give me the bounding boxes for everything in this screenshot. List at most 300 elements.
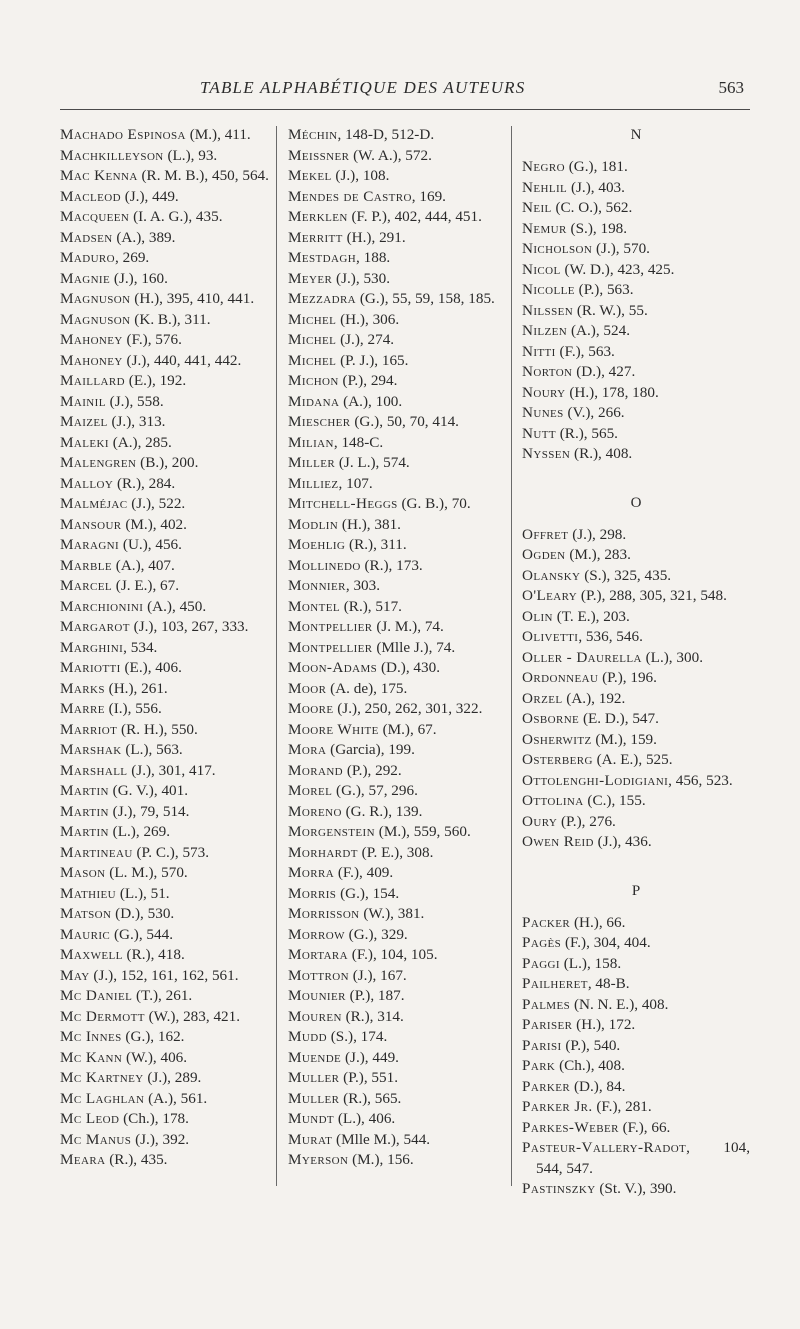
entry-line: Nehlil (J.), 403. <box>522 178 625 196</box>
entry-line: Mc Dermott (W.), 283, <box>60 1007 210 1025</box>
author-name: Marshak <box>60 741 122 758</box>
index-entry <box>60 556 272 577</box>
entry-line: Machado Espinosa (M.), <box>60 126 221 143</box>
index-entry <box>60 1027 272 1048</box>
entry-line: Milliez, 107. <box>288 474 373 492</box>
author-name: Packer <box>522 913 571 931</box>
entry-line: 104, 544, 547. <box>536 1139 750 1177</box>
entry-line: Mc Manus (J.), 392. <box>60 1130 190 1148</box>
index-entry <box>60 146 272 167</box>
entry-line: Moore White (M.), 67. <box>288 720 437 738</box>
section-gap <box>522 145 750 157</box>
entry-line: Moreno (G. R.), 139. <box>288 802 423 820</box>
index-entry <box>288 392 506 413</box>
author-name: Nilzen <box>522 322 568 339</box>
index-entry <box>522 342 750 363</box>
index-entry <box>60 740 272 761</box>
author-name: Nitti <box>522 342 556 360</box>
entry-line: Morel (G.), 57, 296. <box>288 782 418 799</box>
entry-line: 561. <box>211 966 239 984</box>
index-entry <box>288 330 506 351</box>
index-entry <box>60 515 272 536</box>
author-name: Paggi <box>522 954 560 972</box>
author-name: Parker Jr. <box>522 1098 593 1115</box>
author-name: Muller <box>288 1069 340 1086</box>
index-entry <box>522 689 750 710</box>
entry-line: Miller (J. L.), 574. <box>288 454 410 471</box>
author-name: Milliez <box>288 474 339 492</box>
author-name: Parkes-Weber <box>522 1118 619 1136</box>
entry-line: Mc Leod (Ch.), 178. <box>60 1110 189 1127</box>
entry-line: 523. <box>706 771 733 789</box>
author-name: Martin <box>60 802 109 820</box>
author-name: Moore <box>288 700 334 717</box>
entry-line: Meyer (J.), 530. <box>288 269 391 287</box>
author-name: Matson <box>60 905 112 922</box>
entry-line: Macqueen (I. A. G.), 435. <box>60 208 223 225</box>
entry-line: Miescher (G.), 50, 70, <box>288 413 429 430</box>
author-name: Meara <box>60 1151 106 1168</box>
entry-line: Parisi (P.), 540. <box>522 1036 621 1054</box>
author-name: Nicholson <box>522 240 593 257</box>
index-entry <box>288 228 506 249</box>
index-entry <box>60 658 272 679</box>
author-name: Nilssen <box>522 301 574 319</box>
index-entry <box>60 679 272 700</box>
author-name: Oller - Daurella <box>522 648 642 666</box>
entry-line: Montel (R.), 517. <box>288 597 402 615</box>
author-name: Marchionini <box>60 597 144 615</box>
entry-line: Osherwitz (M.), 159. <box>522 730 657 748</box>
entry-line: Maleki (A.), 285. <box>60 433 172 451</box>
author-name: Osborne <box>522 710 580 727</box>
index-entry <box>288 269 506 290</box>
entry-line: 321, 548. <box>669 587 727 604</box>
index-entry <box>60 617 272 638</box>
author-name: Maduro <box>60 249 116 266</box>
author-name: Osterberg <box>522 751 593 768</box>
entry-line: 300. <box>676 648 703 666</box>
index-entry <box>288 1048 506 1069</box>
index-entry <box>288 904 506 925</box>
index-entry <box>288 1068 506 1089</box>
index-entry <box>522 239 750 260</box>
index-entry <box>288 556 506 577</box>
author-name: Morhardt <box>288 843 358 861</box>
author-name: Mason <box>60 864 106 881</box>
author-name: Montpellier <box>288 638 373 656</box>
author-name: Maleki <box>60 433 109 451</box>
entry-line: Marks (H.), 261. <box>60 679 168 697</box>
author-name: Martineau <box>60 843 133 861</box>
entry-line: Magnie (J.), 160. <box>60 269 168 287</box>
author-name: Mauric <box>60 925 111 943</box>
index-entry <box>288 986 506 1007</box>
author-name: Mc Manus <box>60 1130 132 1148</box>
entry-line: Mc Kann (W.), 406. <box>60 1048 188 1066</box>
index-entry <box>522 1138 750 1179</box>
entry-line: May (J.), 152, 161, 162, <box>60 966 209 984</box>
entry-line: Ottolina (C.), 155. <box>522 792 646 809</box>
entry-line: Mansour (M.), 402. <box>60 515 187 533</box>
index-entry <box>522 178 750 199</box>
column-divider-2 <box>511 126 512 1186</box>
section-gap <box>522 853 750 881</box>
entry-line: Oller - Daurella (L.), <box>522 648 673 666</box>
author-name: Mc Daniel <box>60 987 133 1004</box>
entry-line: Osterberg (A. E.), 525. <box>522 751 673 768</box>
entry-line: Margarot (J.), 103, 267, <box>60 618 219 635</box>
index-entry <box>288 597 506 618</box>
index-entry <box>60 269 272 290</box>
author-name: Magnuson <box>60 310 131 328</box>
author-name: Martin <box>60 782 109 799</box>
section-letter: P <box>631 882 641 899</box>
index-entry <box>522 383 750 404</box>
author-name: Mariotti <box>60 659 121 676</box>
index-entry <box>60 228 272 249</box>
entry-line: 451. <box>455 208 482 225</box>
entry-line: Mestdagh, 188. <box>288 249 391 266</box>
index-entry <box>522 812 750 833</box>
index-entry <box>288 371 506 392</box>
author-name: Machado Espinosa <box>60 126 186 143</box>
author-name: Morra <box>288 864 335 881</box>
index-entry <box>60 187 272 208</box>
index-entry <box>288 1007 506 1028</box>
entry-line: Ottolenghi-Lodigiani, 456, <box>522 771 703 789</box>
index-entry <box>288 289 506 310</box>
author-name: Nutt <box>522 424 556 442</box>
index-entry <box>288 802 506 823</box>
entry-line: Michel (H.), 306. <box>288 310 400 328</box>
author-name: Nicolle <box>522 281 575 298</box>
author-name: Merklen <box>288 208 348 225</box>
section-gap <box>522 465 750 493</box>
entry-line: Nicholson (J.), 570. <box>522 240 650 257</box>
entry-line: 450, 564. <box>211 167 269 184</box>
section-letter: N <box>630 127 642 143</box>
author-name: Pastinszky <box>522 1180 596 1197</box>
index-entry <box>60 720 272 741</box>
entry-line: Morrow (G.), 329. <box>288 925 408 943</box>
entry-line: Mathieu (L.), 51. <box>60 884 170 902</box>
entry-line: Mundt (L.), 406. <box>288 1110 396 1127</box>
entry-line: Moore (J.), 250, 262, 301, <box>288 700 452 717</box>
index-entry <box>288 617 506 638</box>
author-name: Michon <box>288 372 339 389</box>
index-entry <box>60 699 272 720</box>
entry-line: Oury (P.), 276. <box>522 812 616 830</box>
author-name: Mendes de Castro <box>288 187 412 205</box>
index-entry <box>288 699 506 720</box>
index-entry <box>522 995 750 1016</box>
header-title: TABLE ALPHABÉTIQUE DES AUTEURS <box>200 78 526 97</box>
entry-line: Magnuson (K. B.), 311. <box>60 310 211 328</box>
entry-line: Marcel (J. E.), 67. <box>60 577 180 594</box>
entry-line: Montpellier (Mlle J.), 74. <box>288 638 456 656</box>
entry-line: Mudd (S.), 174. <box>288 1028 388 1045</box>
index-entry <box>288 494 506 515</box>
entry-line: Mauric (G.), 544. <box>60 925 173 943</box>
entry-line: Magnuson (H.), 395, 410, <box>60 290 224 307</box>
index-entry <box>522 1015 750 1036</box>
author-name: Owen Reid <box>522 833 594 850</box>
index-entry <box>522 260 750 281</box>
author-name: Mainil <box>60 392 106 410</box>
author-name: Martin <box>60 823 109 840</box>
entry-line: Malméjac (J.), 522. <box>60 495 186 512</box>
entry-line: Park (Ch.), 408. <box>522 1057 625 1074</box>
running-header <box>60 78 748 104</box>
entry-line: Midana (A.), 100. <box>288 392 403 410</box>
entry-line: Meara (R.), 435. <box>60 1151 168 1168</box>
entry-line: Mc Laghlan (A.), 561. <box>60 1089 208 1107</box>
entry-line: Maragni (U.), 456. <box>60 536 182 553</box>
index-entry <box>522 198 750 219</box>
entry-line: Pailheret, 48-B. <box>522 975 630 992</box>
author-name: Macqueen <box>60 208 130 225</box>
index-entry <box>288 166 506 187</box>
entry-line: Packer (H.), 66. <box>522 913 626 931</box>
author-name: Moehlig <box>288 536 346 553</box>
index-entry <box>288 1027 506 1048</box>
author-name: Machkilleyson <box>60 146 164 164</box>
entry-line: Merklen (F. P.), 402, 444, <box>288 208 452 225</box>
author-name: Miller <box>288 454 336 471</box>
index-column-3 <box>522 125 750 1200</box>
index-entry <box>60 1048 272 1069</box>
entry-line: Muende (J.), 449. <box>288 1048 399 1066</box>
entry-line: 158, 185. <box>437 290 495 307</box>
author-name: Mollinedo <box>288 556 361 574</box>
author-name: Negro <box>522 158 565 175</box>
entry-line: 560. <box>444 823 471 840</box>
index-entry <box>60 248 272 269</box>
index-entry <box>522 566 750 587</box>
entry-line: 322. <box>455 700 483 717</box>
author-name: Ottolina <box>522 792 584 809</box>
entry-line: 70. <box>451 495 471 512</box>
index-entry <box>288 1089 506 1110</box>
entry-line: Nilzen (A.), 524. <box>522 322 630 339</box>
index-entry <box>288 1150 506 1171</box>
entry-line: 411. <box>224 126 251 143</box>
entry-line: Michel (J.), 274. <box>288 331 395 348</box>
author-name: O'Leary <box>522 587 578 604</box>
entry-line: Méchin, 148-D, 512-D. <box>288 126 435 143</box>
entry-line: Marshall (J.), 301, 417. <box>60 761 216 779</box>
author-name: Mekel <box>288 167 332 184</box>
entry-line: Palmes (N. N. E.), 408. <box>522 995 669 1013</box>
entry-line: Nunes (V.), 266. <box>522 404 625 421</box>
index-entry <box>60 904 272 925</box>
author-name: Madsen <box>60 228 113 246</box>
author-name: Marks <box>60 679 105 697</box>
index-entry <box>522 668 750 689</box>
entry-line: Mezzadra (G.), 55, 59, <box>288 290 435 307</box>
index-entry <box>288 720 506 741</box>
index-entry <box>60 494 272 515</box>
section-gap <box>522 513 750 525</box>
author-name: Ogden <box>522 546 566 563</box>
author-name: Magnuson <box>60 290 131 307</box>
index-entry <box>60 289 272 310</box>
entry-line: Morrisson (W.), 381. <box>288 905 425 922</box>
index-entry <box>288 843 506 864</box>
index-entry <box>522 933 750 954</box>
author-name: Murat <box>288 1130 333 1148</box>
author-name: Malloy <box>60 474 114 492</box>
index-entry <box>288 515 506 536</box>
entry-line: Moehlig (R.), 311. <box>288 536 407 553</box>
author-name: Michel <box>288 331 337 348</box>
index-entry <box>60 884 272 905</box>
index-entry <box>60 392 272 413</box>
index-entry <box>60 597 272 618</box>
index-entry <box>288 207 506 228</box>
author-name: Marre <box>60 700 105 717</box>
index-entry <box>522 1077 750 1098</box>
entry-line: 414. <box>432 413 459 430</box>
entry-line: Ordonneau (P.), 196. <box>522 669 657 686</box>
index-entry <box>288 781 506 802</box>
author-name: Myerson <box>288 1151 349 1168</box>
entry-line: Mainil (J.), 558. <box>60 392 164 410</box>
index-entry <box>60 310 272 331</box>
index-entry <box>522 627 750 648</box>
index-entry <box>60 474 272 495</box>
entry-line: Olivetti, 536, 546. <box>522 628 643 645</box>
author-name: Morand <box>288 761 344 779</box>
index-entry <box>288 125 506 146</box>
author-name: Noury <box>522 383 566 401</box>
author-name: Mortara <box>288 946 348 963</box>
entry-line: Morgenstein (M.), 559, <box>288 823 441 840</box>
entry-line: Nemur (S.), 198. <box>522 219 628 237</box>
author-name: Mora <box>288 741 327 758</box>
entry-line: Mendes de Castro, 169. <box>288 187 446 205</box>
index-entry <box>522 974 750 995</box>
author-name: Meyer <box>288 269 333 287</box>
index-entry <box>522 424 750 445</box>
entry-line: Milian, 148-C. <box>288 433 384 451</box>
entry-line: Mortara (F.), 104, 105. <box>288 946 438 963</box>
author-name: Mansour <box>60 515 122 533</box>
entry-line: Mounier (P.), 187. <box>288 987 405 1004</box>
author-name: Norton <box>522 363 573 380</box>
index-entry <box>522 648 750 669</box>
author-name: Monnier <box>288 577 346 594</box>
index-entry <box>522 1056 750 1077</box>
author-name: Mc Leod <box>60 1110 120 1127</box>
entry-line: Mariotti (E.), 406. <box>60 659 182 676</box>
author-name: Michel <box>288 310 337 328</box>
entry-line: Martin (L.), 269. <box>60 823 171 840</box>
author-name: Malengren <box>60 454 137 471</box>
index-entry <box>60 576 272 597</box>
author-name: Merritt <box>288 228 343 246</box>
entry-line: Martineau (P. C.), 573. <box>60 843 210 861</box>
index-entry <box>522 1118 750 1139</box>
index-entry <box>522 280 750 301</box>
entry-line: Parker Jr. (F.), 281. <box>522 1098 652 1115</box>
entry-line: 421. <box>213 1007 241 1025</box>
author-name: Olansky <box>522 566 581 584</box>
entry-line: 442. <box>214 351 242 369</box>
author-name: Mc Laghlan <box>60 1089 145 1107</box>
index-entry <box>60 1130 272 1151</box>
author-name: Neil <box>522 199 552 216</box>
index-entry <box>60 802 272 823</box>
index-entry <box>288 945 506 966</box>
section-gap <box>522 901 750 913</box>
entry-line: Nyssen (R.), 408. <box>522 445 633 462</box>
index-entry <box>60 945 272 966</box>
entry-line: Malengren (B.), 200. <box>60 454 199 471</box>
entry-line: Pasteur-Vallery-Radot, <box>522 1139 690 1156</box>
index-entry <box>60 1089 272 1110</box>
index-entry <box>522 444 750 465</box>
author-name: Muller <box>288 1089 340 1107</box>
author-name: May <box>60 966 90 984</box>
index-entry <box>522 607 750 628</box>
author-name: Maillard <box>60 372 125 389</box>
entry-line: Mekel (J.), 108. <box>288 167 390 184</box>
entry-line: Moor (A. de), 175. <box>288 679 408 697</box>
entry-line: Maizel (J.), 313. <box>60 413 166 430</box>
index-entry <box>288 925 506 946</box>
entry-line: Madsen (A.), 389. <box>60 228 176 246</box>
author-name: Marghini <box>60 638 124 656</box>
entry-line: Mottron (J.), 167. <box>288 966 407 984</box>
entry-line: Mac Kenna (R. M. B.), <box>60 167 209 184</box>
index-entry <box>60 207 272 228</box>
index-entry <box>288 474 506 495</box>
entry-line: Parkes-Weber (F.), 66. <box>522 1118 671 1136</box>
index-column-1 <box>60 125 272 1171</box>
author-name: Moor <box>288 679 327 697</box>
index-entry <box>522 730 750 751</box>
page-number: 563 <box>718 78 744 97</box>
entry-line: Martin (J.), 79, 514. <box>60 802 190 820</box>
author-name: Moon-Adams <box>288 659 378 676</box>
header-rule <box>60 109 750 110</box>
index-entry <box>522 545 750 566</box>
author-name: Muende <box>288 1048 342 1066</box>
author-name: Pagès <box>522 934 562 951</box>
index-entry <box>288 740 506 761</box>
index-column-2 <box>288 125 506 1171</box>
index-entry <box>522 525 750 546</box>
entry-line: Modlin (H.), 381. <box>288 515 401 533</box>
entry-line: Pastinszky (St. V.), 390. <box>522 1180 677 1197</box>
index-entry <box>288 248 506 269</box>
author-name: Marriot <box>60 720 118 738</box>
index-entry <box>60 371 272 392</box>
entry-line: Maduro, 269. <box>60 249 150 266</box>
entry-line: Neil (C. O.), 562. <box>522 199 633 216</box>
index-entry <box>288 863 506 884</box>
author-name: Parker <box>522 1077 571 1095</box>
index-entry <box>288 761 506 782</box>
author-name: Méchin <box>288 126 338 143</box>
entry-line: Nutt (R.), 565. <box>522 424 618 442</box>
index-entry <box>522 301 750 322</box>
author-name: Ottolenghi-Lodigiani <box>522 771 669 789</box>
author-name: Mudd <box>288 1028 327 1045</box>
entry-line: Muller (P.), 551. <box>288 1069 398 1086</box>
